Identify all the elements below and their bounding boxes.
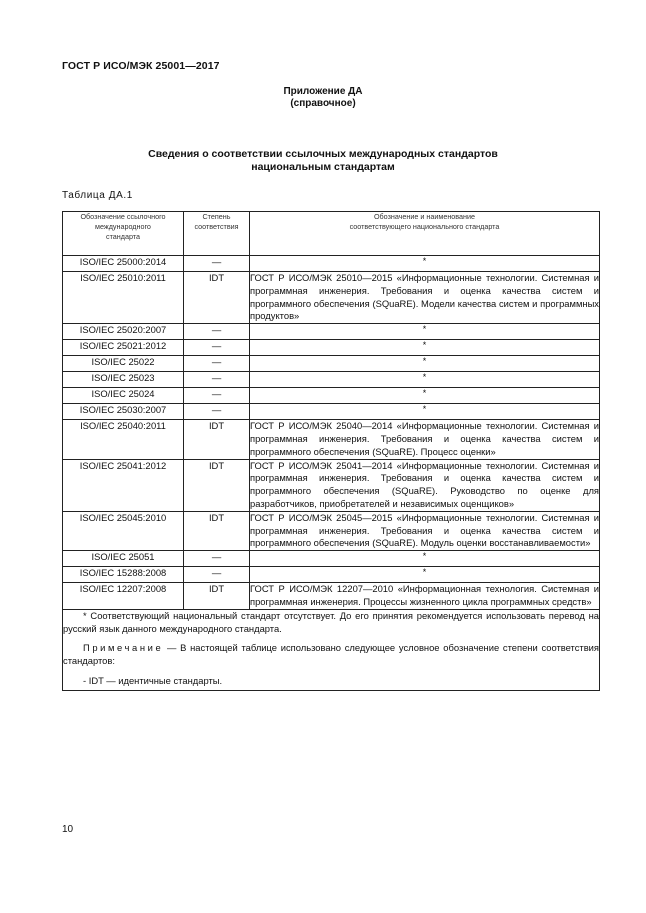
cell-code: ISO/IEC 25023 [63,372,184,388]
table-row [63,388,600,404]
cell-code: ISO/IEC 25045:2010 [63,511,184,550]
table-row [63,459,600,511]
cell-degree: — [184,356,250,372]
cell-national: * [250,388,600,404]
standards-correspondence-table [62,211,600,691]
cell-national: * [250,567,600,583]
cell-degree: — [184,388,250,404]
table-caption: Таблица ДА.1 [62,190,133,201]
cell-code: ISO/IEC 25000:2014 [63,256,184,272]
section-title-line1: Сведения о соответствии ссылочных международных стандартов [148,148,498,160]
cell-national: ГОСТ Р ИСО/МЭК 25010—2015 «Информационные технологии. Системная и программная инженерия. Требования и оценка качества систем и программного обеспечения (SQuaRE). Модели качества систем и программных продуктов» [250,272,600,324]
cell-code: ISO/IEC 12207:2008 [63,583,184,610]
cell-code: ISO/IEC 25051 [63,551,184,567]
cell-code: ISO/IEC 25041:2012 [63,459,184,511]
cell-degree: IDT [184,272,250,324]
cell-code: ISO/IEC 25021:2012 [63,340,184,356]
section-title-line2: национальным стандартам [251,160,395,173]
cell-degree: — [184,372,250,388]
appendix-title: Приложение ДА [283,86,363,97]
table-row [63,404,600,420]
document-code-header: ГОСТ Р ИСО/МЭК 25001—2017 [62,60,220,72]
table-row [63,356,600,372]
cell-national: ГОСТ Р ИСО/МЭК 25040—2014 «Информационные технологии. Системная и программная инженерия. Требования и оценка качества систем и программного обеспечения (SQuaRE). Процесс оценки» [250,420,600,459]
legend-text: - IDT — идентичные стандарты. [83,674,223,686]
cell-national: ГОСТ Р ИСО/МЭК 25045—2015 «Информационные технологии. Системная и программная инженерия. Требования и оценка качества систем и программного обеспечения (SQuaRE). Модуль оценки восстанавливаемости» [250,511,600,550]
table-notes-row [63,609,600,690]
cell-degree: — [184,567,250,583]
page-number: 10 [62,824,74,835]
cell-code: ISO/IEC 25020:2007 [63,324,184,340]
table-row [63,551,600,567]
cell-degree: — [184,324,250,340]
table-row [63,583,600,610]
cell-degree: — [184,404,250,420]
cell-degree: — [184,256,250,272]
table-row [63,420,600,459]
cell-code: ISO/IEC 15288:2008 [63,567,184,583]
cell-degree: — [184,551,250,567]
cell-code: ISO/IEC 25022 [63,356,184,372]
cell-national: * [250,404,600,420]
appendix-subtitle: (справочное) [290,98,356,109]
cell-degree: IDT [184,511,250,550]
note-paragraph [63,642,599,668]
table-row [63,272,600,324]
header-degree: Степень соответствия [184,212,250,256]
cell-national: ГОСТ Р ИСО/МЭК 12207—2010 «Информационная технология. Системная и программная инженерия. Процессы жизненного цикла программных средств» [250,583,600,610]
cell-code: ISO/IEC 25040:2011 [63,420,184,459]
cell-national: * [250,340,600,356]
cell-code: ISO/IEC 25024 [63,388,184,404]
cell-national: * [250,324,600,340]
cell-national: * [250,372,600,388]
table-row [63,567,600,583]
cell-degree: IDT [184,583,250,610]
cell-national: * [250,256,600,272]
cell-degree: IDT [184,420,250,459]
table-row [63,256,600,272]
table-notes [63,609,600,690]
section-title [0,148,646,173]
note-text: — В настоящей таблице использовано следующее условное обозначение степени соответствия стандартов: [63,642,599,667]
footnote-text: * Соответствующий национальный стандарт отсутствует. До его принятия рекомендуется использовать перевод на русский язык данного международного стандарта. [63,609,599,634]
table-row [63,372,600,388]
appendix-heading [0,86,646,110]
table-header-row [63,212,600,256]
cell-degree: — [184,340,250,356]
note-label: Примечание [83,642,164,654]
cell-national: * [250,551,600,567]
header-national-standard: Обозначение и наименование соответствующего национального стандарта [250,212,600,256]
table-row [63,511,600,550]
cell-national: * [250,356,600,372]
cell-code: ISO/IEC 25030:2007 [63,404,184,420]
cell-national: ГОСТ Р ИСО/МЭК 25041—2014 «Информационные технологии. Системная и программная инженерия. Требования и оценка качества систем и программного обеспечения (SQuaRE). Руководство по оценке для разработчиков, приобретателей и независимых оценщиков» [250,459,600,511]
cell-degree: IDT [184,459,250,511]
header-international-code: Обозначение ссылочного международного стандарта [63,212,184,256]
cell-code: ISO/IEC 25010:2011 [63,272,184,324]
table-row [63,324,600,340]
table-row [63,340,600,356]
